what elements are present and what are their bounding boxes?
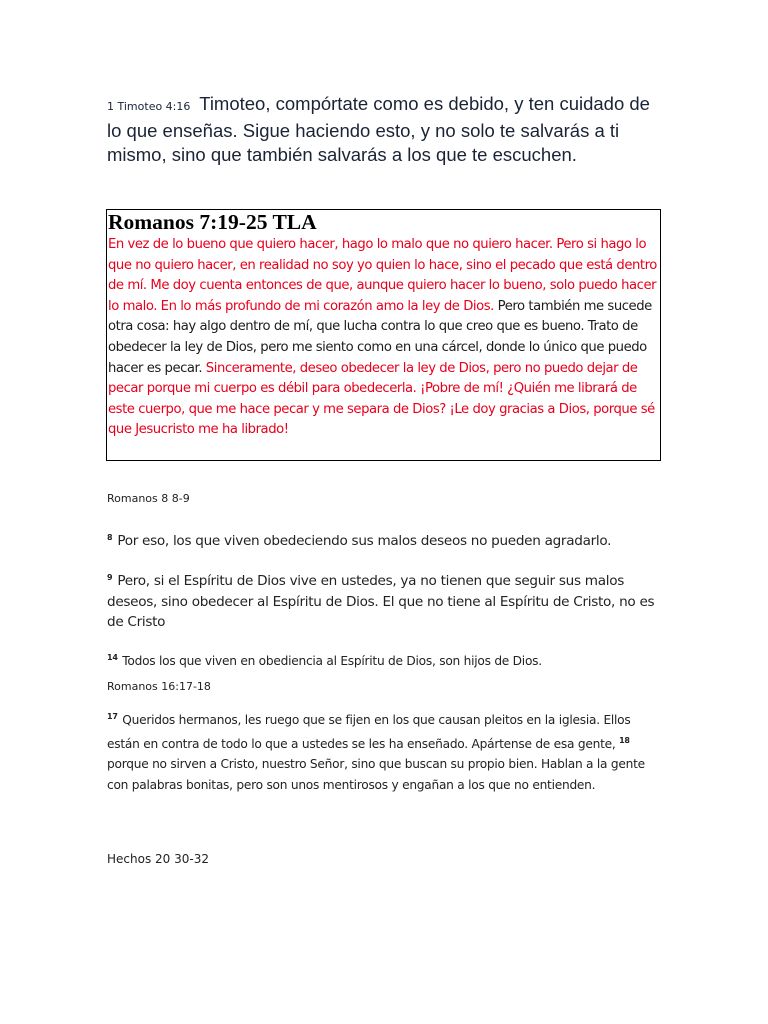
romanos-16-reference: Romanos 16:17-18 <box>107 680 211 693</box>
verse-17-text: Queridos hermanos, les ruego que se fijen en los que causan pleitos en la iglesia. Ellos están en contra de todo lo que a ustedes se les ha enseñado. Apártense de esa gente, <box>107 713 631 751</box>
verse-number-18: 18 <box>619 735 630 745</box>
verse-14-text: Todos los que viven en obediencia al Espíritu de Dios, son hijos de Dios. <box>122 654 542 668</box>
hechos-reference: Hechos 20 30-32 <box>107 852 209 866</box>
verse-number-17: 17 <box>107 712 118 721</box>
romanos-8-reference: Romanos 8 8-9 <box>107 492 190 505</box>
verse-14 <box>107 648 662 672</box>
verse-9-text: Pero, si el Espíritu de Dios vive en ustedes, ya no tienen que seguir sus malos deseos, sino obedecer al Espíritu de Dios. El que no tiene al Espíritu de Cristo, no es de Cristo <box>107 573 655 630</box>
romanos-7-passage <box>108 235 659 441</box>
verse-8 <box>107 528 667 552</box>
intro-reference: 1 Timoteo 4:16 <box>107 100 191 113</box>
intro-text: Timoteo, compórtate como es debido, y ten cuidado de lo que enseñas. Sigue haciendo esto, y no solo te salvarás a ti mismo, sino que también salvarás a los que te escuchen. <box>107 93 650 165</box>
verse-8-text: Por eso, los que viven obedeciendo sus malos deseos no pueden agradarlo. <box>117 533 612 549</box>
verse-number-8: 8 <box>107 533 113 542</box>
romanos-7-box <box>106 209 661 461</box>
passage-red-part-2: Sinceramente, deseo obedecer la ley de Dios, pero no puedo dejar de pecar porque mi cuerpo es débil para obedecerla. ¡Pobre de mí! ¿Quién me librará de este cuerpo, que me hace pecar y me separa de Dios? ¡Le doy gracias a Dios, porque sé que Jesucristo me ha librado! <box>108 360 655 438</box>
verse-9 <box>107 568 667 633</box>
passage-red-part-1: En vez de lo bueno que quiero hacer, hago lo malo que no quiero hacer. Pero si hago lo que no quiero hacer, en realidad no soy yo quien lo hace, sino el pecado que está dentro de mí. Me doy cuenta entonces de que, aunque quiero hacer lo bueno, solo puedo hacer lo malo. En lo más profundo de mi corazón amo la ley de Dios. <box>108 237 657 314</box>
verse-number-14: 14 <box>107 653 118 662</box>
verse-18-text: porque no sirven a Cristo, nuestro Señor, sino que buscan su propio bien. Hablan a la gente con palabras bonitas, pero son unos mentirosos y engañan a los que no entienden. <box>107 757 645 792</box>
intro-verse <box>107 92 667 167</box>
romanos-7-heading: Romanos 7:19-25 TLA <box>108 210 317 234</box>
verse-number-9: 9 <box>107 573 113 582</box>
romanos-16-passage <box>107 707 662 795</box>
passage-black-part: Pero también me sucede otra cosa: hay algo dentro de mí, que lucha contra lo que creo que es bueno. Trato de obedecer la ley de Dios, pero me siento como en una cárcel, donde lo único que puedo hacer es pecar. <box>108 298 652 376</box>
